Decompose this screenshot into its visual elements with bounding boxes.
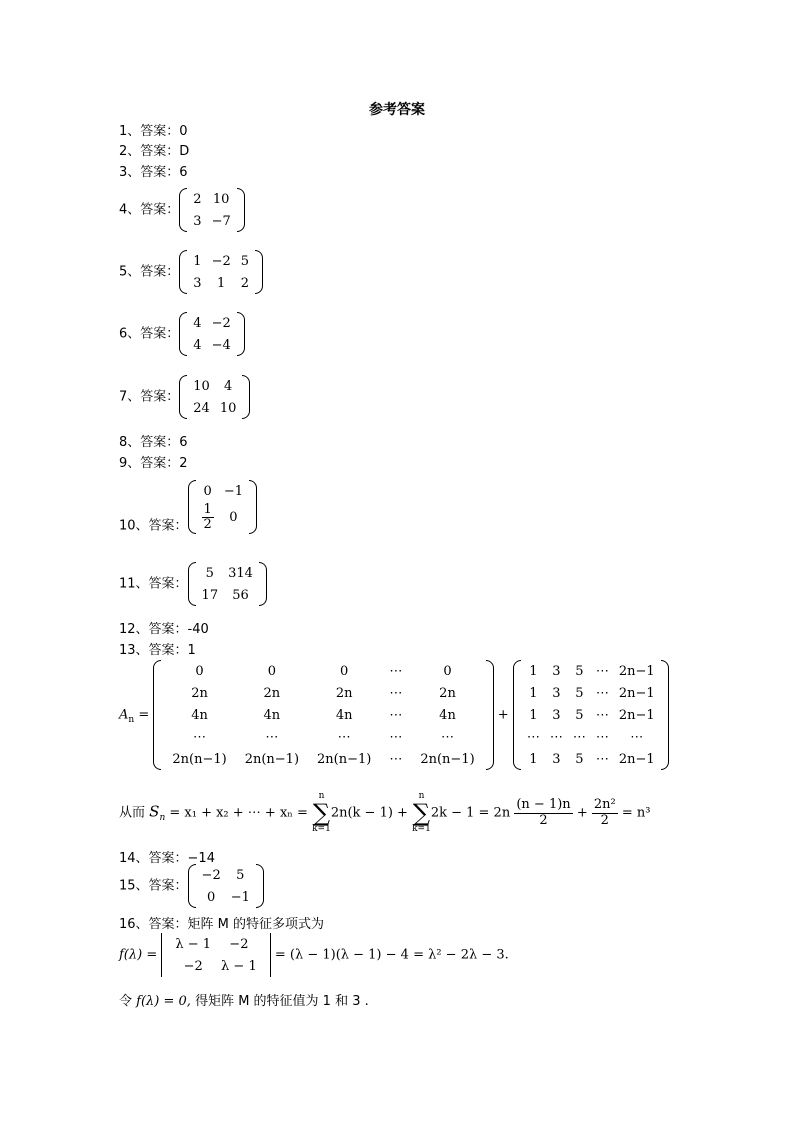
fraction-denominator: 2 — [600, 812, 609, 828]
matrix-cell: ⋯ — [389, 707, 403, 723]
matrix-cell: 4n — [263, 707, 281, 723]
matrix-row — [163, 748, 483, 770]
answer-2: 2、答案：D — [119, 144, 190, 159]
conclusion-expression: f(λ) = 0, — [136, 994, 191, 1009]
matrix-table — [522, 660, 660, 770]
answer-11-label: 11、答案： — [119, 576, 188, 592]
fraction-denominator: 2 — [539, 812, 548, 828]
matrix-cell: 2n(n−1) — [244, 751, 300, 767]
matrix-row — [188, 250, 254, 272]
answer-7-label: 7、答案： — [119, 389, 180, 405]
matrix-row — [163, 660, 483, 682]
matrix-row — [170, 955, 261, 977]
matrix-table — [188, 312, 235, 356]
matrix-table — [170, 933, 261, 977]
matrix-cell: −1 — [223, 483, 243, 499]
matrix-cell: ⋯ — [595, 707, 609, 723]
matrix-table — [163, 660, 483, 770]
matrix-row — [522, 682, 660, 704]
fraction — [202, 503, 214, 533]
answer-4-matrix — [179, 188, 244, 232]
matrix-row — [188, 188, 235, 210]
matrix-cell: 0 — [267, 663, 276, 679]
matrix-row — [163, 682, 483, 704]
answer-3: 3、答案：6 — [119, 165, 188, 180]
matrix-cell: 2n(n−1) — [172, 751, 227, 767]
matrix-cell: 0 — [443, 663, 452, 679]
matrix-cell: 3 — [552, 751, 561, 767]
answer-11-matrix — [188, 562, 267, 606]
matrix-cell: ⋯ — [265, 729, 279, 745]
matrix-cell: −2 — [229, 936, 249, 952]
matrix-row — [522, 704, 660, 726]
matrix-row — [188, 334, 235, 356]
matrix-row — [522, 660, 660, 682]
fraction-1 — [514, 798, 572, 828]
sum-symbol: S — [149, 802, 160, 821]
matrix-cell: ⋯ — [595, 663, 609, 679]
sum-term-2: 2k − 1 = 2n — [430, 805, 511, 821]
answer-1: 1、答案：0 — [119, 124, 188, 139]
answer-10-label: 10、答案： — [119, 518, 188, 534]
answer-5 — [119, 250, 263, 294]
answer-8: 8、答案：6 — [119, 435, 188, 450]
matrix-cell: 5 — [575, 707, 584, 723]
matrix-cell: 10 — [212, 191, 230, 207]
matrix-cell: λ − 1 — [175, 936, 212, 952]
answer-15-label: 15、答案： — [119, 878, 188, 894]
sum-result: = n³ — [621, 805, 651, 821]
matrix-cell: 0 — [206, 889, 216, 905]
answer-15-matrix — [188, 864, 264, 908]
matrix-cell: 2n — [191, 685, 208, 701]
answer-4 — [119, 188, 245, 232]
matrix-cell: 1 — [529, 707, 538, 723]
matrix-cell: 10 — [193, 378, 210, 394]
matrix-row — [197, 562, 258, 584]
matrix-row — [163, 704, 483, 726]
matrix-cell: 5 — [240, 253, 250, 269]
answer-16-equation — [119, 933, 509, 977]
polynomial-rhs: = (λ − 1)(λ − 1) − 4 = λ² − 2λ − 3. — [274, 947, 509, 963]
matrix-cell: 24 — [193, 400, 210, 416]
matrix-cell: 17 — [201, 587, 219, 603]
matrix-row — [188, 210, 235, 232]
matrix-cell: 56 — [232, 587, 249, 603]
matrix-cell: 3 — [193, 275, 202, 291]
matrix-cell: ⋯ — [630, 729, 644, 745]
matrix-cell: 1 — [217, 275, 226, 291]
matrix-cell: ⋯ — [595, 729, 609, 745]
answer-6-label: 6、答案： — [119, 326, 180, 342]
answer-15 — [119, 864, 264, 908]
answer-16: 16、答案：矩阵 M 的特征多项式为 — [119, 917, 325, 932]
matrix-cell: 4n — [191, 707, 208, 723]
answer-13-sum: 从而 $S_n = x_1 + x_2$ + ⋯ + xₙ = n ∑ k=1 2n(k − 1) + n ∑ k=1 2k − 1 = 2n $\frac{(n - 1)n}{2}$ + $\frac{\text{2n²}}{2}$ = n³ — [119, 791, 651, 834]
answer-5-matrix — [179, 250, 263, 294]
matrix-cell: 2n(n−1) — [420, 751, 475, 767]
answer-10-matrix — [188, 480, 257, 534]
matrix-cell: ⋯ — [549, 729, 563, 745]
matrix-cell: 4 — [193, 337, 202, 353]
answer-16-determinant — [161, 933, 270, 977]
matrix-cell: 4n — [439, 707, 456, 723]
matrix-cell: 2 — [193, 191, 202, 207]
matrix-cell: 3 — [552, 685, 561, 701]
matrix-cell: 2n−1 — [618, 663, 655, 679]
answer-6-matrix — [179, 312, 244, 356]
matrix-row — [522, 748, 660, 770]
matrix-cell: 3 — [193, 213, 202, 229]
matrix-cell — [197, 502, 219, 534]
answer-5-label: 5、答案： — [119, 264, 180, 280]
matrix-cell: 0 — [229, 510, 238, 526]
answer-11 — [119, 562, 267, 606]
sigma-1: n ∑ k=1 — [312, 791, 331, 834]
sum-expansion: = x₁ + x₂ + ⋯ + xₙ = — [169, 805, 308, 821]
answer-7 — [119, 375, 250, 419]
matrix-cell: 5 — [236, 867, 245, 883]
matrix-cell: ⋯ — [441, 729, 454, 745]
matrix-cell: ⋯ — [572, 729, 586, 745]
matrix-table — [197, 864, 255, 908]
matrix-cell: 2n−1 — [618, 751, 655, 767]
matrix-cell: ⋯ — [389, 685, 403, 701]
matrix-cell: 3 — [552, 707, 561, 723]
answer-13-matrix-2 — [513, 660, 669, 770]
matrix-cell: 2n — [263, 685, 281, 701]
sigma-lower: k=1 — [412, 824, 431, 834]
fraction-numerator: 2n² — [593, 797, 616, 813]
answer-13: 13、答案：1 — [119, 643, 196, 658]
matrix-cell: −2 — [183, 958, 203, 974]
matrix-cell: 1 — [529, 751, 538, 767]
answer-13-equation: $A_n$ = 0 0 0 ⋯ 0 2n 2n 2n ⋯ 2n 4n 4n 4n ⋯ 4n ⋯ ⋯ ⋯ ⋯ ⋯ 2n(n−1) 2n(n−1) 2n(n−1) ⋯ 2n(n−1) + 1 3 5 ⋯ 2n−1 1 3 5 ⋯ 2n−1 1 3 5 ⋯ 2n−1 ⋯ ⋯ ⋯ ⋯ ⋯ 1 3 5 ⋯ 2n−1 — [119, 660, 669, 770]
matrix-row — [522, 726, 660, 748]
matrix-row — [188, 397, 241, 419]
matrix-a-subscript: n — [128, 715, 135, 726]
matrix-cell: ⋯ — [193, 729, 207, 745]
matrix-row — [197, 886, 255, 908]
matrix-table — [188, 250, 254, 294]
matrix-a-symbol: A — [119, 707, 129, 723]
matrix-row — [188, 312, 235, 334]
sigma-lower: k=1 — [312, 824, 331, 834]
answer-6 — [119, 312, 245, 356]
matrix-cell: −4 — [211, 337, 231, 353]
matrix-row — [197, 864, 255, 886]
matrix-cell: ⋯ — [595, 685, 609, 701]
page-title: 参考答案 — [369, 102, 425, 118]
matrix-cell: −2 — [211, 253, 231, 269]
matrix-cell: 10 — [219, 400, 237, 416]
matrix-table — [197, 562, 258, 606]
matrix-cell: 314 — [228, 565, 253, 581]
fraction-2 — [592, 798, 618, 828]
matrix-cell: 5 — [575, 685, 584, 701]
matrix-cell: 1 — [193, 253, 202, 269]
sum-symbol-subscript: n — [159, 813, 166, 824]
matrix-cell: 1 — [529, 685, 538, 701]
matrix-cell: 4 — [193, 315, 202, 331]
sigma-2: n ∑ k=1 — [412, 791, 431, 834]
sum-term-1: 2n(k − 1) + — [330, 805, 408, 821]
sigma-upper: n — [318, 791, 325, 801]
matrix-cell: 2n — [335, 685, 353, 701]
matrix-row — [163, 726, 483, 748]
answer-13-matrix-1 — [153, 660, 493, 770]
answer-7-matrix — [179, 375, 250, 419]
matrix-cell: 5 — [575, 751, 584, 767]
matrix-cell: 2n — [439, 685, 456, 701]
matrix-row — [197, 584, 258, 606]
matrix-cell: ⋯ — [389, 729, 403, 745]
answer-10 — [119, 480, 257, 534]
matrix-cell: ⋯ — [526, 729, 540, 745]
conclusion-prefix: 令 — [119, 994, 133, 1009]
matrix-table — [188, 188, 235, 232]
matrix-row — [188, 272, 254, 294]
matrix-cell: 4n — [335, 707, 353, 723]
conclusion-text: 得矩阵 M 的特征值为 1 和 3 . — [195, 994, 369, 1009]
matrix-cell: ⋯ — [595, 751, 609, 767]
fraction-denominator: 2 — [203, 517, 212, 533]
sigma-upper: n — [418, 791, 425, 801]
fraction-numerator: 1 — [203, 502, 212, 517]
matrix-cell: −1 — [230, 889, 250, 905]
matrix-cell: 0 — [340, 663, 349, 679]
matrix-row — [188, 375, 241, 397]
answer-9: 9、答案：2 — [119, 456, 188, 471]
matrix-cell: 0 — [203, 483, 212, 499]
matrix-cell: 2 — [240, 275, 250, 291]
matrix-cell: −2 — [211, 315, 231, 331]
polynomial-lhs: f(λ) = — [119, 947, 158, 963]
matrix-table — [188, 375, 241, 419]
matrix-cell: 2n(n−1) — [317, 751, 372, 767]
answer-12: 12、答案：-40 — [119, 622, 209, 637]
matrix-row — [170, 933, 261, 955]
answer-14: 14、答案：−14 — [119, 851, 215, 866]
answer-16-conclusion — [119, 990, 369, 1009]
matrix-cell: −7 — [211, 213, 231, 229]
matrix-cell: 5 — [575, 663, 584, 679]
matrix-cell: 4 — [223, 378, 233, 394]
matrix-cell: 1 — [529, 663, 538, 679]
matrix-cell: ⋯ — [389, 751, 403, 767]
matrix-cell: ⋯ — [337, 729, 351, 745]
matrix-cell: 5 — [205, 565, 214, 581]
matrix-cell: 2n−1 — [618, 685, 655, 701]
matrix-cell: 0 — [195, 663, 204, 679]
fraction-numerator: (n − 1)n — [516, 797, 571, 813]
sum-prefix: 从而 — [119, 805, 146, 821]
answer-4-label: 4、答案： — [119, 202, 180, 218]
matrix-cell: ⋯ — [389, 663, 403, 679]
matrix-cell: −2 — [201, 867, 221, 883]
matrix-cell: λ − 1 — [221, 958, 257, 974]
matrix-cell: 2n−1 — [618, 707, 655, 723]
matrix-cell: 3 — [552, 663, 561, 679]
